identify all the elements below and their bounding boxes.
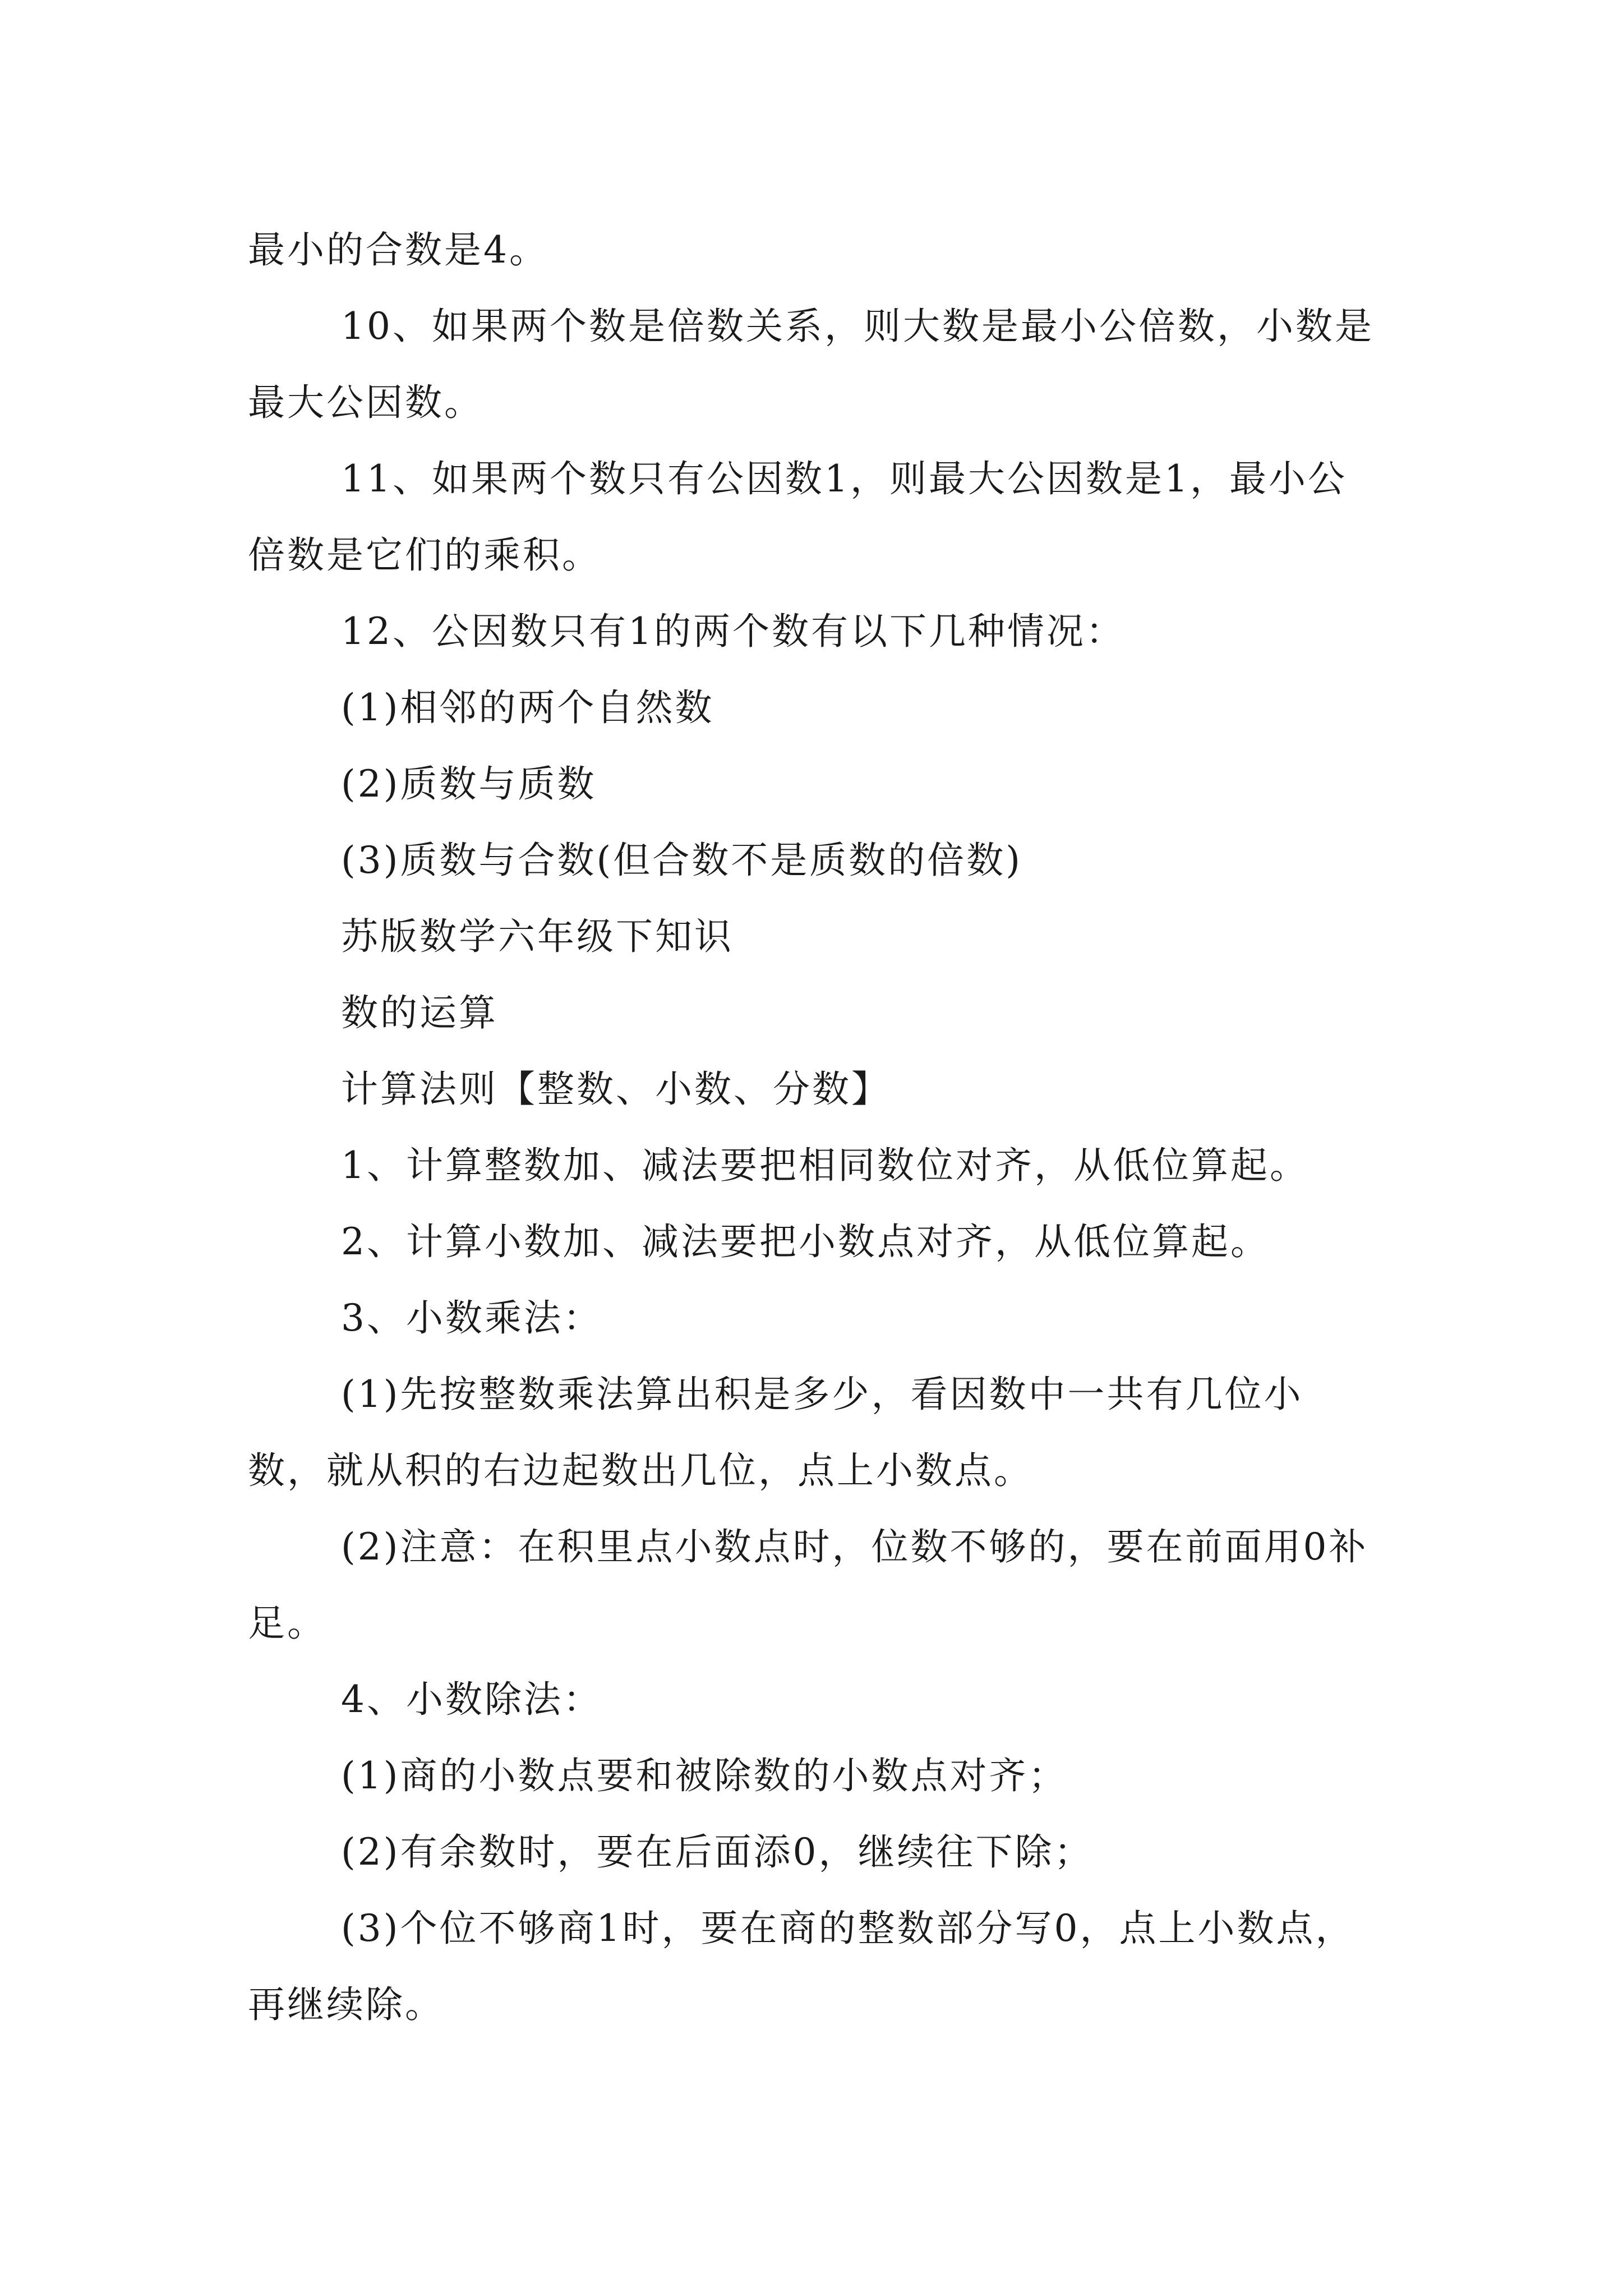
- subsection-heading: 数的运算: [341, 991, 498, 1034]
- document-body: [248, 212, 1375, 2043]
- paragraph-3: 11、如果两个数只有公因数1，则最大公因数是1，最小公倍数是它们的乘积。: [248, 457, 1347, 577]
- paragraph-19: (3)个位不够商1时，要在商的整数部分写0，点上小数点，再继续除。: [248, 1907, 1355, 2026]
- paragraph-1: 最小的合数是4。: [248, 228, 548, 272]
- paragraph-6: (2)质数与质数: [341, 762, 597, 806]
- paragraph-17: (1)商的小数点要和被除数的小数点对齐；: [341, 1754, 1068, 1797]
- paragraph-11: 1、计算整数加、减法要把相同数位对齐，从低位算起。: [341, 1144, 1309, 1187]
- paragraph-7: (3)质数与合数(但合数不是质数的倍数): [341, 839, 1022, 882]
- paragraph-2: 10、如果两个数是倍数关系，则大数是最小公倍数，小数是最大公因数。: [248, 305, 1374, 424]
- paragraph-13: 3、小数乘法：: [341, 1296, 602, 1340]
- section-heading: 苏版数学六年级下知识: [341, 915, 734, 958]
- paragraph-15: (2)注意：在积里点小数点时，位数不够的，要在前面用0补足。: [248, 1525, 1368, 1645]
- rules-heading: 计算法则【整数、小数、分数】: [341, 1068, 891, 1111]
- paragraph-14: (1)先按整数乘法算出积是多少，看因数中一共有几位小数，就从积的右边起数出几位，点上小数点。: [248, 1373, 1303, 1492]
- paragraph-18: (2)有余数时，要在后面添0，继续往下除；: [341, 1830, 1094, 1874]
- paragraph-5: (1)相邻的两个自然数: [341, 686, 714, 729]
- paragraph-16: 4、小数除法：: [341, 1678, 602, 1721]
- paragraph-12: 2、计算小数加、减法要把小数点对齐，从低位算起。: [341, 1220, 1270, 1263]
- paragraph-4: 12、公因数只有1的两个数有以下几种情况：: [341, 610, 1125, 653]
